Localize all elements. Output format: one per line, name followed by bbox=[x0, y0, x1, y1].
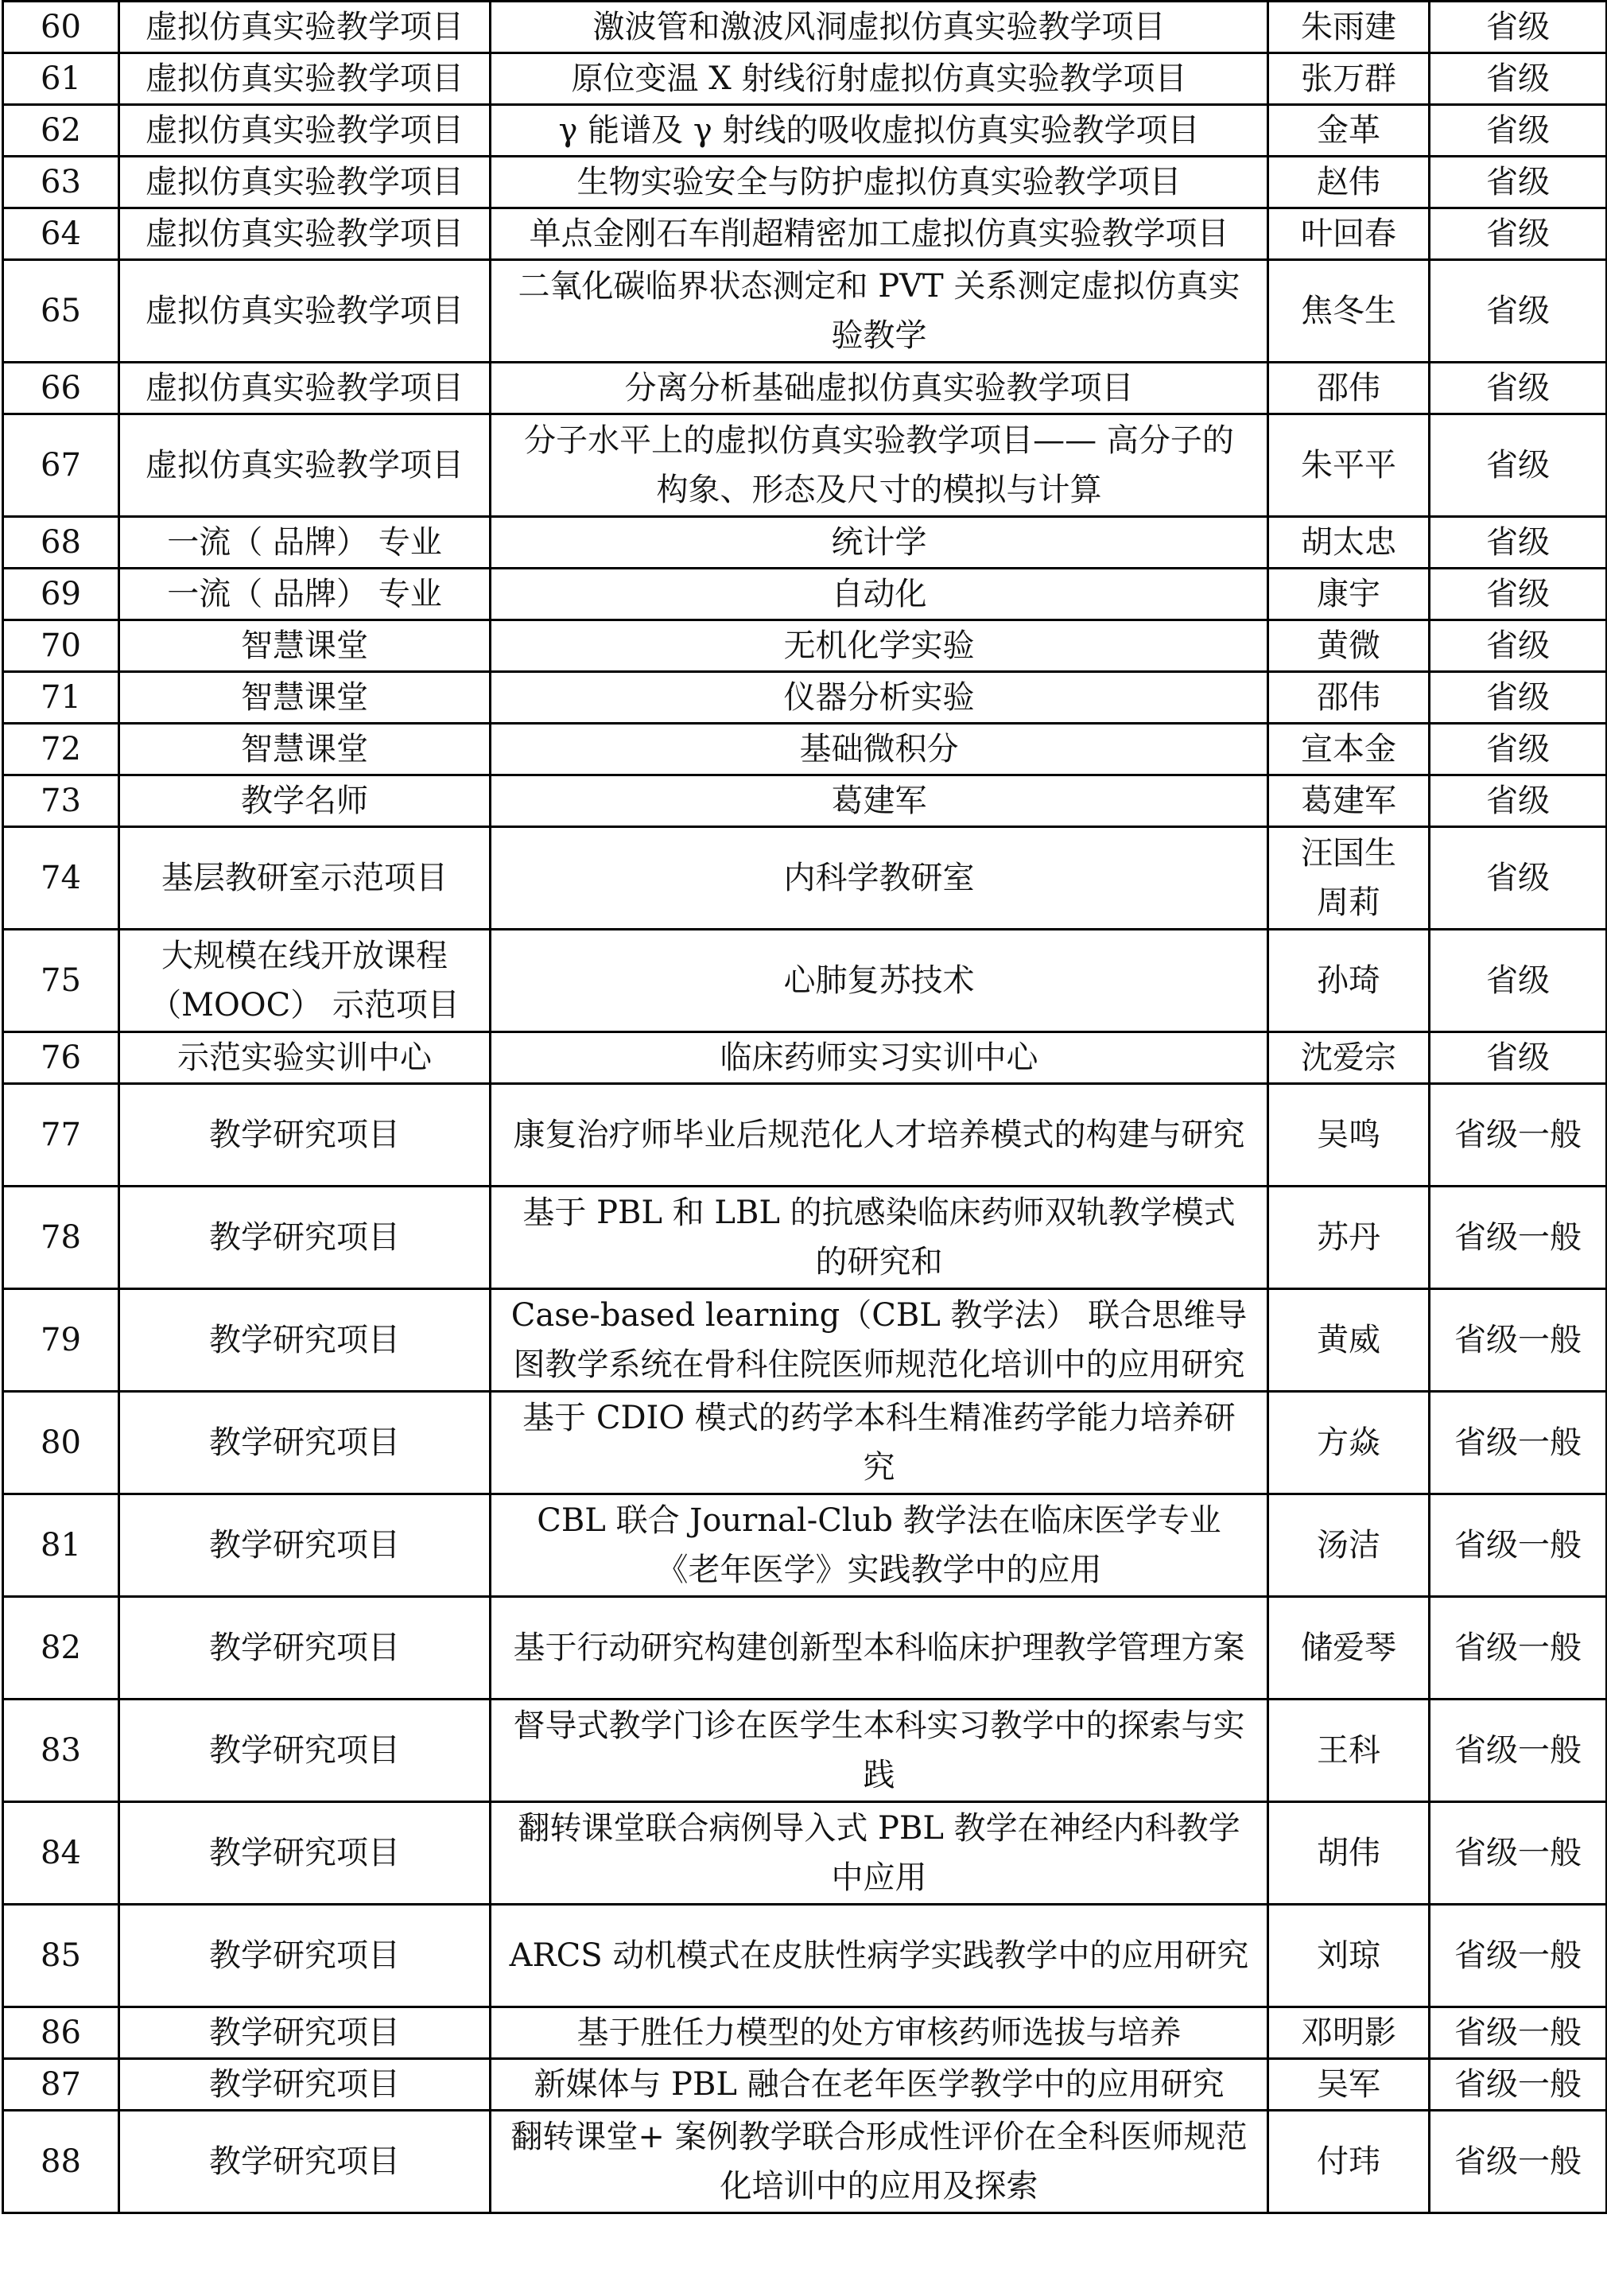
project-name: 临床药师实习实训中心 bbox=[491, 1032, 1268, 1084]
project-leader: 方焱 bbox=[1268, 1392, 1430, 1494]
project-name: 基于 PBL 和 LBL 的抗感染临床药师双轨教学模式的研究和 bbox=[491, 1187, 1268, 1289]
project-leader: 胡伟 bbox=[1268, 1802, 1430, 1905]
table-row bbox=[3, 672, 1607, 724]
project-type: 教学研究项目 bbox=[119, 1084, 491, 1187]
row-number: 67 bbox=[3, 414, 119, 517]
project-level: 省级 bbox=[1430, 517, 1607, 569]
row-number: 87 bbox=[3, 2059, 119, 2111]
row-number: 62 bbox=[3, 105, 119, 157]
project-level: 省级 bbox=[1430, 620, 1607, 672]
row-number: 73 bbox=[3, 775, 119, 827]
row-number: 88 bbox=[3, 2111, 119, 2213]
project-level: 省级一般 bbox=[1430, 2111, 1607, 2213]
project-level: 省级 bbox=[1430, 363, 1607, 414]
table-row bbox=[3, 157, 1607, 208]
table-row bbox=[3, 724, 1607, 775]
project-level: 省级 bbox=[1430, 569, 1607, 620]
row-number: 80 bbox=[3, 1392, 119, 1494]
project-leader: 邵伟 bbox=[1268, 672, 1430, 724]
project-leader: 付玮 bbox=[1268, 2111, 1430, 2213]
project-leader: 苏丹 bbox=[1268, 1187, 1430, 1289]
project-type: 教学研究项目 bbox=[119, 1494, 491, 1597]
project-type: 教学研究项目 bbox=[119, 2007, 491, 2059]
row-number: 61 bbox=[3, 53, 119, 105]
project-name: Case-based learning（CBL 教学法） 联合思维导图教学系统在骨科住院医师规范化培训中的应用研究 bbox=[491, 1289, 1268, 1392]
project-level: 省级一般 bbox=[1430, 1700, 1607, 1802]
row-number: 77 bbox=[3, 1084, 119, 1187]
table-row bbox=[3, 2059, 1607, 2111]
project-level: 省级 bbox=[1430, 208, 1607, 260]
project-type: 一流（ 品牌） 专业 bbox=[119, 569, 491, 620]
project-name: 康复治疗师毕业后规范化人才培养模式的构建与研究 bbox=[491, 1084, 1268, 1187]
project-level: 省级 bbox=[1430, 414, 1607, 517]
row-number: 84 bbox=[3, 1802, 119, 1905]
project-name: 二氧化碳临界状态测定和 PVT 关系测定虚拟仿真实验教学 bbox=[491, 260, 1268, 363]
project-type: 虚拟仿真实验教学项目 bbox=[119, 363, 491, 414]
project-name: 仪器分析实验 bbox=[491, 672, 1268, 724]
row-number: 72 bbox=[3, 724, 119, 775]
project-type: 教学研究项目 bbox=[119, 1392, 491, 1494]
project-level: 省级一般 bbox=[1430, 1494, 1607, 1597]
row-number: 75 bbox=[3, 930, 119, 1032]
row-number: 71 bbox=[3, 672, 119, 724]
table-row bbox=[3, 363, 1607, 414]
project-leader: 储爱琴 bbox=[1268, 1597, 1430, 1700]
project-type: 教学研究项目 bbox=[119, 1905, 491, 2007]
project-leader: 邵伟 bbox=[1268, 363, 1430, 414]
row-number: 81 bbox=[3, 1494, 119, 1597]
project-level: 省级一般 bbox=[1430, 1289, 1607, 1392]
table-row bbox=[3, 2111, 1607, 2213]
project-name: 新媒体与 PBL 融合在老年医学教学中的应用研究 bbox=[491, 2059, 1268, 2111]
project-level: 省级一般 bbox=[1430, 1187, 1607, 1289]
project-leader: 葛建军 bbox=[1268, 775, 1430, 827]
project-type: 虚拟仿真实验教学项目 bbox=[119, 260, 491, 363]
project-level: 省级 bbox=[1430, 775, 1607, 827]
project-leader: 朱平平 bbox=[1268, 414, 1430, 517]
project-type: 教学研究项目 bbox=[119, 1289, 491, 1392]
project-name: 统计学 bbox=[491, 517, 1268, 569]
row-number: 64 bbox=[3, 208, 119, 260]
project-type: 大规模在线开放课程（MOOC） 示范项目 bbox=[119, 930, 491, 1032]
table-row bbox=[3, 1032, 1607, 1084]
project-name: 心肺复苏技术 bbox=[491, 930, 1268, 1032]
project-type: 虚拟仿真实验教学项目 bbox=[119, 105, 491, 157]
project-leader: 黄威 bbox=[1268, 1289, 1430, 1392]
project-name: 激波管和激波风洞虚拟仿真实验教学项目 bbox=[491, 2, 1268, 53]
table-row bbox=[3, 1392, 1607, 1494]
project-type: 教学研究项目 bbox=[119, 1597, 491, 1700]
project-type: 教学研究项目 bbox=[119, 1802, 491, 1905]
project-level: 省级 bbox=[1430, 157, 1607, 208]
project-leader: 金革 bbox=[1268, 105, 1430, 157]
project-type: 一流（ 品牌） 专业 bbox=[119, 517, 491, 569]
project-type: 虚拟仿真实验教学项目 bbox=[119, 208, 491, 260]
project-type: 智慧课堂 bbox=[119, 672, 491, 724]
project-leader: 胡太忠 bbox=[1268, 517, 1430, 569]
row-number: 69 bbox=[3, 569, 119, 620]
project-name: 基于 CDIO 模式的药学本科生精准药学能力培养研究 bbox=[491, 1392, 1268, 1494]
row-number: 65 bbox=[3, 260, 119, 363]
project-leader: 沈爱宗 bbox=[1268, 1032, 1430, 1084]
project-type: 虚拟仿真实验教学项目 bbox=[119, 53, 491, 105]
project-leader: 张万群 bbox=[1268, 53, 1430, 105]
project-type: 教学研究项目 bbox=[119, 1187, 491, 1289]
project-level: 省级 bbox=[1430, 724, 1607, 775]
project-name: 基于行动研究构建创新型本科临床护理教学管理方案 bbox=[491, 1597, 1268, 1700]
project-leader: 邓明影 bbox=[1268, 2007, 1430, 2059]
project-leader: 朱雨建 bbox=[1268, 2, 1430, 53]
project-type: 智慧课堂 bbox=[119, 724, 491, 775]
project-type: 虚拟仿真实验教学项目 bbox=[119, 157, 491, 208]
project-name: ARCS 动机模式在皮肤性病学实践教学中的应用研究 bbox=[491, 1905, 1268, 2007]
table-row bbox=[3, 1905, 1607, 2007]
row-number: 66 bbox=[3, 363, 119, 414]
project-leader: 康宇 bbox=[1268, 569, 1430, 620]
project-leader: 焦冬生 bbox=[1268, 260, 1430, 363]
row-number: 78 bbox=[3, 1187, 119, 1289]
project-type: 智慧课堂 bbox=[119, 620, 491, 672]
project-leader: 吴军 bbox=[1268, 2059, 1430, 2111]
row-number: 85 bbox=[3, 1905, 119, 2007]
project-name: 翻转课堂+ 案例教学联合形成性评价在全科医师规范化培训中的应用及探索 bbox=[491, 2111, 1268, 2213]
row-number: 83 bbox=[3, 1700, 119, 1802]
project-name: 单点金刚石车削超精密加工虚拟仿真实验教学项目 bbox=[491, 208, 1268, 260]
row-number: 74 bbox=[3, 827, 119, 930]
project-type: 虚拟仿真实验教学项目 bbox=[119, 414, 491, 517]
project-leader: 黄微 bbox=[1268, 620, 1430, 672]
project-name: 分子水平上的虚拟仿真实验教学项目—— 高分子的构象、形态及尺寸的模拟与计算 bbox=[491, 414, 1268, 517]
table-row bbox=[3, 105, 1607, 157]
project-level: 省级 bbox=[1430, 105, 1607, 157]
project-level: 省级 bbox=[1430, 53, 1607, 105]
row-number: 68 bbox=[3, 517, 119, 569]
row-number: 60 bbox=[3, 2, 119, 53]
table-row bbox=[3, 414, 1607, 517]
project-name: 翻转课堂联合病例导入式 PBL 教学在神经内科教学中应用 bbox=[491, 1802, 1268, 1905]
project-leader: 王科 bbox=[1268, 1700, 1430, 1802]
project-name: 无机化学实验 bbox=[491, 620, 1268, 672]
project-level: 省级 bbox=[1430, 260, 1607, 363]
project-level: 省级 bbox=[1430, 2, 1607, 53]
project-type: 虚拟仿真实验教学项目 bbox=[119, 2, 491, 53]
row-number: 86 bbox=[3, 2007, 119, 2059]
table-row bbox=[3, 775, 1607, 827]
project-name: 葛建军 bbox=[491, 775, 1268, 827]
project-leader: 汪国生 周莉 bbox=[1268, 827, 1430, 930]
table-row bbox=[3, 1494, 1607, 1597]
project-leader: 叶回春 bbox=[1268, 208, 1430, 260]
table-row bbox=[3, 1187, 1607, 1289]
project-name: 自动化 bbox=[491, 569, 1268, 620]
project-level: 省级 bbox=[1430, 827, 1607, 930]
table-row bbox=[3, 930, 1607, 1032]
project-name: CBL 联合 Journal-Club 教学法在临床医学专业《老年医学》实践教学中的应用 bbox=[491, 1494, 1268, 1597]
table-row bbox=[3, 208, 1607, 260]
project-level: 省级一般 bbox=[1430, 1597, 1607, 1700]
project-level: 省级一般 bbox=[1430, 1905, 1607, 2007]
table-row bbox=[3, 620, 1607, 672]
table-row bbox=[3, 2, 1607, 53]
project-type: 教学研究项目 bbox=[119, 2059, 491, 2111]
project-type: 教学名师 bbox=[119, 775, 491, 827]
row-number: 82 bbox=[3, 1597, 119, 1700]
table-row bbox=[3, 260, 1607, 363]
table-row bbox=[3, 53, 1607, 105]
project-leader: 吴鸣 bbox=[1268, 1084, 1430, 1187]
project-level: 省级 bbox=[1430, 930, 1607, 1032]
row-number: 70 bbox=[3, 620, 119, 672]
row-number: 63 bbox=[3, 157, 119, 208]
project-name: 督导式教学门诊在医学生本科实习教学中的探索与实践 bbox=[491, 1700, 1268, 1802]
project-name: 原位变温 X 射线衍射虚拟仿真实验教学项目 bbox=[491, 53, 1268, 105]
project-leader: 刘琼 bbox=[1268, 1905, 1430, 2007]
table-row bbox=[3, 517, 1607, 569]
row-number: 76 bbox=[3, 1032, 119, 1084]
project-leader: 宣本金 bbox=[1268, 724, 1430, 775]
project-level: 省级 bbox=[1430, 1032, 1607, 1084]
project-type: 教学研究项目 bbox=[119, 1700, 491, 1802]
project-level: 省级 bbox=[1430, 672, 1607, 724]
table-row bbox=[3, 569, 1607, 620]
project-type: 教学研究项目 bbox=[119, 2111, 491, 2213]
project-leader: 汤洁 bbox=[1268, 1494, 1430, 1597]
project-name: 内科学教研室 bbox=[491, 827, 1268, 930]
table-row bbox=[3, 1597, 1607, 1700]
project-type: 基层教研室示范项目 bbox=[119, 827, 491, 930]
project-level: 省级一般 bbox=[1430, 1802, 1607, 1905]
project-name: γ 能谱及 γ 射线的吸收虚拟仿真实验教学项目 bbox=[491, 105, 1268, 157]
project-leader: 孙琦 bbox=[1268, 930, 1430, 1032]
projects-table bbox=[2, 0, 1607, 2214]
projects-table-body bbox=[3, 2, 1607, 2213]
project-level: 省级一般 bbox=[1430, 1392, 1607, 1494]
project-type: 示范实验实训中心 bbox=[119, 1032, 491, 1084]
row-number: 79 bbox=[3, 1289, 119, 1392]
project-level: 省级一般 bbox=[1430, 2007, 1607, 2059]
table-row bbox=[3, 2007, 1607, 2059]
project-name: 基于胜任力模型的处方审核药师选拔与培养 bbox=[491, 2007, 1268, 2059]
project-name: 分离分析基础虚拟仿真实验教学项目 bbox=[491, 363, 1268, 414]
project-leader: 赵伟 bbox=[1268, 157, 1430, 208]
project-level: 省级一般 bbox=[1430, 2059, 1607, 2111]
project-level: 省级一般 bbox=[1430, 1084, 1607, 1187]
table-row bbox=[3, 1700, 1607, 1802]
table-row bbox=[3, 1084, 1607, 1187]
project-name: 生物实验安全与防护虚拟仿真实验教学项目 bbox=[491, 157, 1268, 208]
table-row bbox=[3, 1289, 1607, 1392]
project-name: 基础微积分 bbox=[491, 724, 1268, 775]
table-row bbox=[3, 1802, 1607, 1905]
table-row bbox=[3, 827, 1607, 930]
